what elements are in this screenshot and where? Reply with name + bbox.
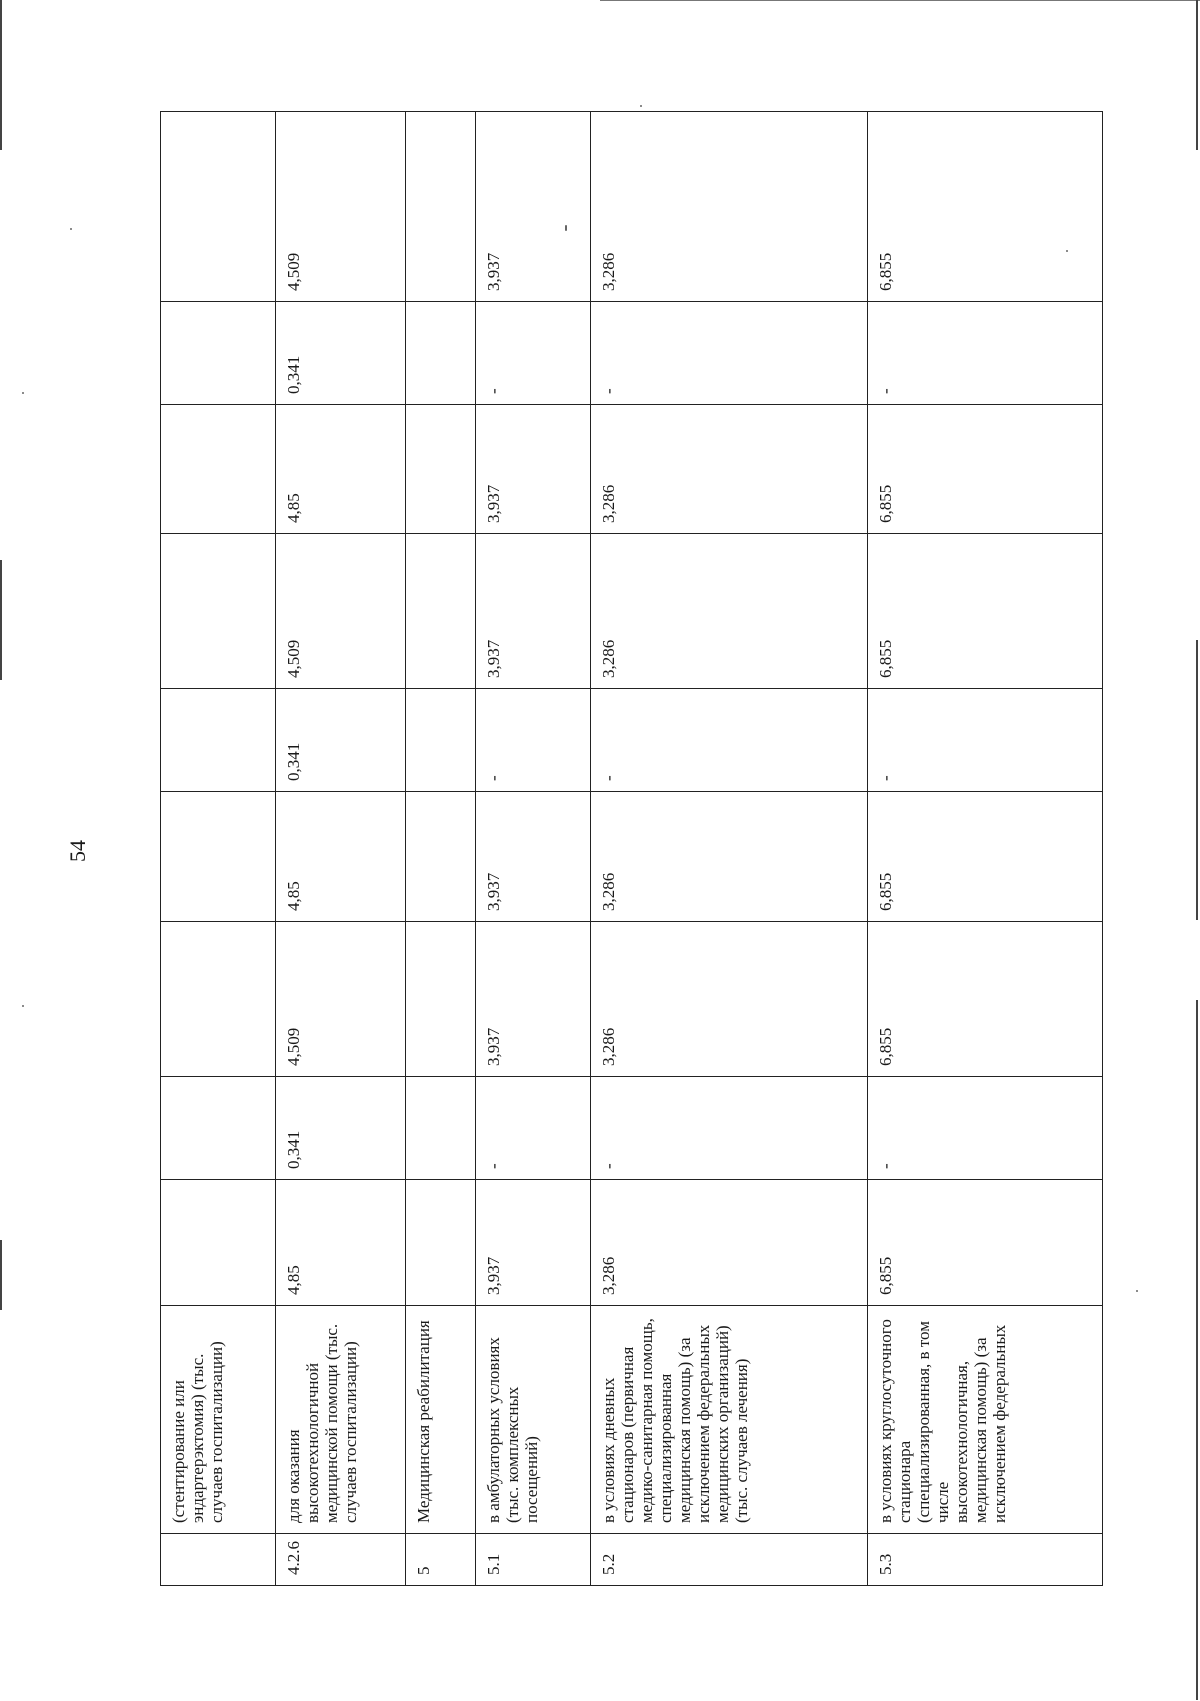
value-cell xyxy=(161,792,276,922)
row-number-cell: 5.2 xyxy=(591,1534,868,1586)
value-cell: 3,286 xyxy=(591,112,868,302)
value-cell: 3,286 xyxy=(591,792,868,922)
row-label-cell: для оказания высокотехнологичной медицинской помощи (тыс. случаев госпитализации) xyxy=(276,1306,406,1534)
table-row xyxy=(591,112,868,1586)
value-cell xyxy=(406,1077,476,1180)
scan-edge-line xyxy=(0,0,2,150)
table-row xyxy=(161,112,276,1586)
value-cell: 0,341 xyxy=(276,302,406,405)
row-number-cell: 5 xyxy=(406,1534,476,1586)
scan-edge-line xyxy=(0,560,2,680)
value-cell: 6,855 xyxy=(868,792,1103,922)
value-cell xyxy=(161,534,276,689)
value-cell xyxy=(161,112,276,302)
row-number-cell: 4.2.6 xyxy=(276,1534,406,1586)
value-cell: 6,855 xyxy=(868,405,1103,534)
scan-speck xyxy=(22,392,24,394)
value-cell: 4,85 xyxy=(276,792,406,922)
value-cell: 3,937 xyxy=(476,405,591,534)
value-cell: 3,286 xyxy=(591,1180,868,1306)
scan-speck xyxy=(1136,1290,1138,1292)
row-number-cell: 5.3 xyxy=(868,1534,1103,1586)
value-cell: 3,286 xyxy=(591,922,868,1077)
data-table xyxy=(160,111,1103,1586)
page-edge xyxy=(600,0,1200,1)
value-cell: 4,85 xyxy=(276,1180,406,1306)
value-cell xyxy=(161,1180,276,1306)
table-row xyxy=(276,112,406,1586)
value-cell: - xyxy=(591,1077,868,1180)
value-cell xyxy=(406,792,476,922)
table-row xyxy=(406,112,476,1586)
value-cell: 3,937 xyxy=(476,534,591,689)
value-cell: - xyxy=(868,1077,1103,1180)
value-cell: 3,937 xyxy=(476,1180,591,1306)
value-cell xyxy=(161,689,276,792)
row-label-cell: в амбулаторных условиях (тыс. комплексных посещений) xyxy=(476,1306,591,1534)
value-cell: 6,855 xyxy=(868,922,1103,1077)
value-cell: 4,509 xyxy=(276,534,406,689)
value-cell: 3,937 xyxy=(476,792,591,922)
value-cell: - xyxy=(476,689,591,792)
value-cell: 6,855 xyxy=(868,534,1103,689)
value-cell: 3,937 xyxy=(476,112,591,302)
value-cell xyxy=(406,405,476,534)
scan-edge-line xyxy=(0,1240,2,1310)
value-cell: - xyxy=(591,689,868,792)
row-label-cell: Медицинская реабилитация xyxy=(406,1306,476,1534)
value-cell xyxy=(406,922,476,1077)
value-cell xyxy=(406,534,476,689)
value-cell xyxy=(406,112,476,302)
row-label-cell: в условиях дневных стационаров (первичная медико-санитарная помощь, специализированная медицинская помощь) (за исключением федеральных медицинских организаций) (тыс. случаев лечения) xyxy=(591,1306,868,1534)
value-cell: 0,341 xyxy=(276,689,406,792)
value-cell xyxy=(161,405,276,534)
scan-speck xyxy=(22,1005,24,1007)
page-number: 54 xyxy=(65,840,90,862)
value-cell: - xyxy=(476,302,591,405)
table-row xyxy=(476,112,591,1586)
value-cell: 0,341 xyxy=(276,1077,406,1180)
value-cell: - xyxy=(591,302,868,405)
value-cell: - xyxy=(868,689,1103,792)
value-cell xyxy=(406,1180,476,1306)
scan-edge-line xyxy=(1196,0,1198,150)
scan-edge-line xyxy=(1196,640,1198,920)
value-cell xyxy=(161,1077,276,1180)
value-cell: 6,855 xyxy=(868,1180,1103,1306)
value-cell: - xyxy=(868,302,1103,405)
row-label-cell: (стентирование или эндартерэктомия) (тыс. случаев госпитализации) xyxy=(161,1306,276,1534)
row-number-cell xyxy=(161,1534,276,1586)
rotated-table-sheet xyxy=(160,112,1110,1586)
table-row xyxy=(868,112,1103,1586)
scan-speck xyxy=(640,105,642,107)
row-label-cell: в условиях круглосуточного стационара (специализированная, в том числе высокотехнологичная, медицинская помощь) (за исключением федеральных xyxy=(868,1306,1103,1534)
value-cell: 3,286 xyxy=(591,534,868,689)
value-cell xyxy=(161,922,276,1077)
value-cell: 3,937 xyxy=(476,922,591,1077)
value-cell xyxy=(406,689,476,792)
value-cell: 4,85 xyxy=(276,405,406,534)
value-cell: 6,855 xyxy=(868,112,1103,302)
value-cell xyxy=(161,302,276,405)
value-cell xyxy=(406,302,476,405)
scan-edge-line xyxy=(1196,1000,1198,1700)
row-number-cell: 5.1 xyxy=(476,1534,591,1586)
value-cell: - xyxy=(476,1077,591,1180)
value-cell: 4,509 xyxy=(276,922,406,1077)
value-cell: 4,509 xyxy=(276,112,406,302)
value-cell: 3,286 xyxy=(591,405,868,534)
scan-speck xyxy=(70,228,72,230)
